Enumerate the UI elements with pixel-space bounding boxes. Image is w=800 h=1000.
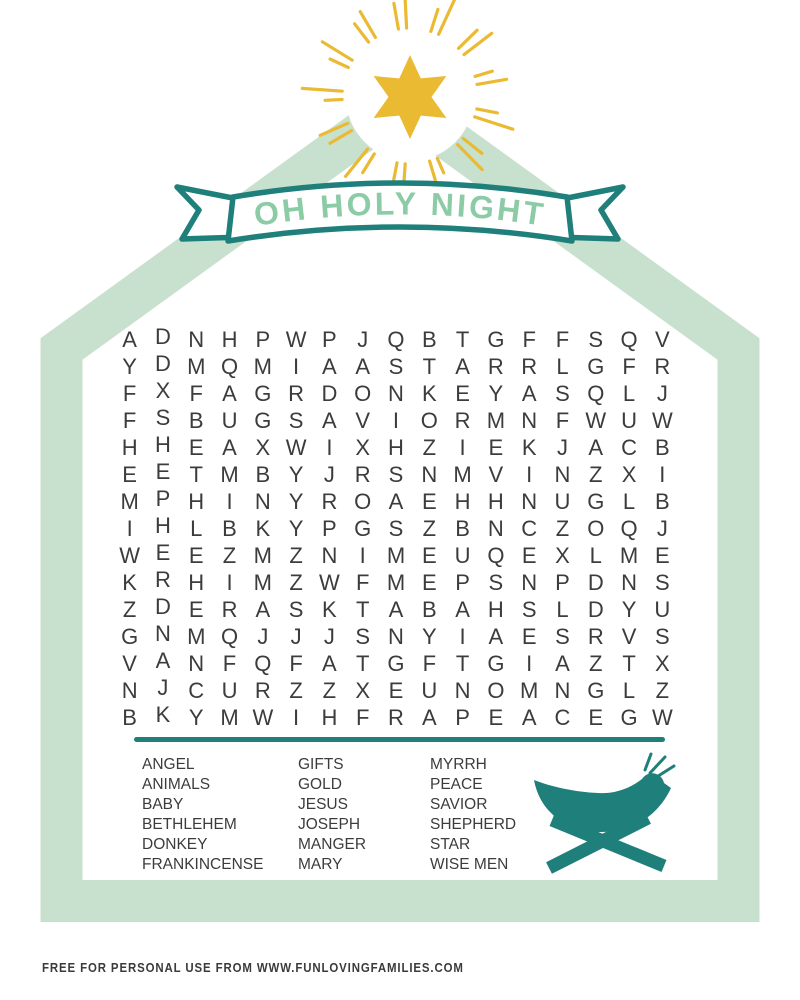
grid-letter: G: [254, 381, 272, 407]
grid-letter: Q: [254, 650, 272, 676]
grid-letter: N: [554, 462, 571, 488]
grid-letter: O: [587, 515, 605, 541]
grid-letter: Z: [422, 435, 437, 461]
grid-letter: M: [253, 354, 272, 380]
grid-letter: J: [257, 623, 269, 649]
word-item: SHEPHERD: [430, 815, 517, 833]
grid-letter: X: [621, 462, 637, 488]
grid-letter: F: [355, 569, 370, 595]
word-item: MANGER: [298, 835, 367, 853]
grid-letter: Z: [589, 650, 603, 676]
grid-letter: H: [188, 569, 205, 595]
grid-letter: M: [253, 542, 272, 568]
word-item: WISE MEN: [430, 855, 509, 873]
grid-letter: N: [554, 677, 571, 703]
grid-letter: N: [254, 489, 271, 515]
grid-letter: B: [188, 408, 204, 434]
grid-letter: S: [388, 354, 404, 380]
star-ray: [405, 0, 407, 28]
grid-letter: X: [355, 435, 371, 461]
grid-letter: C: [188, 677, 205, 703]
grid-letter: A: [421, 704, 437, 730]
word-item: STAR: [430, 835, 471, 853]
grid-letter: I: [126, 515, 133, 541]
grid-letter: Z: [122, 596, 137, 622]
word-item: MYRRH: [430, 756, 487, 773]
grid-letter: S: [355, 623, 371, 649]
grid-letter: F: [189, 381, 203, 407]
grid-letter: J: [157, 674, 169, 700]
grid-letter: Y: [488, 381, 504, 407]
grid-letter: T: [622, 650, 636, 676]
grid-letter: D: [321, 381, 338, 407]
grid-letter: X: [555, 542, 570, 568]
grid-letter: O: [487, 677, 505, 703]
grid-letter: V: [122, 650, 137, 676]
grid-letter: G: [354, 515, 372, 541]
star-ray: [302, 88, 342, 91]
grid-letter: Z: [589, 462, 603, 488]
grid-letter: H: [454, 489, 471, 515]
grid-letter: A: [455, 354, 470, 380]
grid-letter: K: [521, 435, 537, 461]
footer-credit: FREE FOR PERSONAL USE FROM WWW.FUNLOVINGFAMILIES.COM: [42, 960, 464, 975]
grid-letter: A: [222, 435, 237, 461]
grid-letter: H: [487, 596, 504, 622]
grid-letter: U: [621, 408, 637, 434]
grid-letter: B: [122, 704, 137, 730]
grid-letter: U: [221, 408, 238, 434]
grid-letter: N: [454, 677, 471, 703]
grid-letter: Y: [122, 354, 137, 380]
grid-letter: G: [487, 327, 505, 353]
grid-letter: R: [521, 354, 538, 380]
grid-letter: Q: [220, 354, 239, 380]
grid-letter: N: [521, 408, 538, 434]
grid-letter: P: [155, 486, 171, 512]
grid-letter: E: [488, 435, 504, 461]
grid-letter: Y: [188, 704, 204, 730]
grid-letter: X: [655, 650, 670, 676]
star-ray: [363, 154, 375, 173]
grid-letter: R: [154, 566, 171, 592]
grid-letter: F: [622, 354, 636, 380]
grid-letter: R: [654, 354, 671, 380]
grid-letter: G: [587, 489, 605, 515]
grid-letter: S: [488, 569, 504, 595]
word-item: BABY: [142, 795, 184, 813]
grid-letter: U: [421, 677, 438, 703]
grid-letter: I: [293, 704, 300, 730]
grid-letter: Q: [620, 515, 638, 541]
grid-letter: F: [122, 408, 137, 434]
grid-letter: B: [222, 515, 237, 541]
grid-letter: S: [655, 569, 670, 595]
grid-letter: M: [220, 704, 239, 730]
grid-letter: R: [587, 623, 604, 649]
grid-letter: X: [255, 435, 271, 461]
grid-letter: O: [420, 408, 438, 434]
grid-letter: A: [122, 327, 137, 353]
grid-letter: E: [521, 623, 537, 649]
grid-letter: R: [288, 381, 305, 407]
grid-letter: E: [122, 462, 137, 488]
grid-letter: F: [422, 650, 437, 676]
star-ray: [475, 117, 513, 129]
grid-letter: V: [655, 327, 670, 353]
grid-letter: J: [323, 462, 335, 488]
grid-letter: D: [587, 596, 604, 622]
word-item: GOLD: [298, 775, 342, 793]
grid-letter: D: [154, 593, 171, 619]
word-list-column-2: [298, 755, 366, 874]
grid-letter: Q: [387, 327, 405, 353]
star-ray: [330, 59, 348, 67]
grid-letter: I: [226, 489, 233, 515]
grid-letter: L: [190, 515, 203, 541]
grid-letter: B: [255, 462, 271, 488]
grid-letter: E: [188, 542, 204, 568]
grid-letter: E: [188, 596, 204, 622]
grid-letter: A: [222, 381, 237, 407]
grid-letter: I: [226, 569, 233, 595]
grid-letter: M: [386, 542, 406, 568]
grid-letter: E: [655, 542, 670, 568]
grid-letter: R: [487, 354, 504, 380]
grid-letter: N: [188, 327, 205, 353]
grid-letter: I: [459, 623, 466, 649]
grid-letter: G: [620, 704, 638, 730]
grid-letter: I: [526, 650, 533, 676]
grid-letter: N: [621, 569, 637, 595]
star-ray: [477, 109, 498, 113]
grid-letter: Y: [288, 462, 304, 488]
grid-letter: G: [587, 354, 605, 380]
grid-letter: U: [454, 542, 471, 568]
grid-letter: G: [387, 650, 405, 676]
grid-letter: U: [221, 677, 238, 703]
grid-letter: N: [487, 515, 504, 541]
grid-letter: I: [459, 435, 466, 461]
grid-letter: E: [421, 489, 437, 515]
grid-letter: I: [326, 435, 333, 461]
grid-letter: E: [155, 459, 171, 485]
grid-letter: N: [521, 489, 538, 515]
grid-letter: A: [555, 650, 570, 676]
grid-letter: U: [654, 596, 671, 622]
grid-letter: P: [322, 515, 337, 541]
grid-letter: P: [255, 327, 271, 353]
grid-letter: K: [122, 569, 137, 595]
grid-letter: B: [421, 596, 437, 622]
grid-letter: I: [293, 354, 300, 380]
grid-letter: I: [659, 462, 666, 488]
grid-letter: Z: [289, 542, 303, 568]
star-ray: [475, 71, 492, 76]
grid-letter: M: [187, 354, 206, 380]
grid-letter: I: [526, 462, 533, 488]
grid-letter: L: [556, 354, 569, 380]
grid-letter: V: [488, 462, 504, 488]
grid-letter: F: [122, 381, 137, 407]
grid-letter: L: [622, 381, 636, 407]
grid-letter: M: [486, 408, 506, 434]
grid-letter: R: [221, 596, 238, 622]
grid-letter: B: [421, 327, 437, 353]
grid-letter: B: [455, 515, 470, 541]
grid-letter: U: [554, 489, 571, 515]
grid-letter: S: [588, 327, 604, 353]
grid-letter: M: [220, 462, 239, 488]
grid-letter: J: [656, 381, 668, 407]
grid-letter: D: [154, 351, 171, 377]
word-item: BETHLEHEM: [142, 815, 237, 833]
grid-letter: X: [155, 378, 171, 404]
grid-letter: H: [221, 327, 238, 353]
word-item: FRANKINCENSE: [142, 855, 264, 873]
grid-letter: A: [521, 381, 537, 407]
grid-letter: Q: [487, 542, 505, 568]
grid-letter: J: [556, 435, 568, 461]
grid-letter: R: [388, 704, 404, 730]
grid-letter: C: [621, 435, 637, 461]
grid-letter: M: [619, 542, 639, 568]
grid-letter: Q: [587, 381, 605, 407]
grid-letter: M: [187, 623, 206, 649]
star-ray: [439, 0, 456, 34]
grid-letter: J: [323, 623, 335, 649]
grid-letter: Y: [288, 489, 304, 515]
grid-letter: R: [454, 408, 471, 434]
grid-letter: H: [154, 432, 171, 458]
grid-letter: W: [119, 542, 141, 568]
grid-letter: R: [254, 677, 271, 703]
grid-letter: Y: [288, 515, 304, 541]
grid-letter: K: [255, 515, 271, 541]
grid-letter: H: [121, 435, 138, 461]
grid-letter: E: [155, 539, 171, 565]
grid-letter: F: [355, 704, 370, 730]
star-ray: [477, 79, 507, 84]
grid-letter: W: [651, 704, 673, 730]
grid-letter: S: [388, 462, 404, 488]
grid-letter: V: [621, 623, 637, 649]
grid-letter: D: [587, 569, 604, 595]
grid-letter: Y: [421, 623, 437, 649]
grid-letter: G: [487, 650, 505, 676]
grid-letter: E: [388, 677, 404, 703]
grid-letter: D: [154, 324, 171, 350]
grid-letter: V: [355, 408, 371, 434]
grid-letter: S: [655, 623, 670, 649]
grid-letter: A: [322, 354, 337, 380]
grid-letter: H: [321, 704, 338, 730]
grid-letter: J: [290, 623, 302, 649]
grid-letter: M: [520, 677, 539, 703]
word-item: JESUS: [298, 795, 348, 813]
grid-letter: R: [354, 462, 371, 488]
word-list-column-3: [430, 755, 516, 874]
grid-letter: O: [354, 381, 372, 407]
word-list-column-1: [142, 755, 263, 874]
grid-letter: G: [587, 677, 605, 703]
grid-letter: W: [285, 327, 307, 353]
grid-letter: C: [521, 515, 538, 541]
grid-letter: A: [322, 650, 337, 676]
grid-letter: S: [288, 596, 304, 622]
word-item: ANIMALS: [142, 775, 211, 793]
grid-letter: E: [588, 704, 604, 730]
grid-letter: T: [455, 327, 470, 353]
grid-letter: S: [521, 596, 537, 622]
grid-letter: E: [521, 542, 537, 568]
grid-letter: W: [252, 704, 274, 730]
grid-letter: W: [585, 408, 607, 434]
grid-letter: A: [355, 354, 371, 380]
grid-letter: K: [421, 381, 437, 407]
word-item: ANGEL: [142, 756, 195, 773]
grid-letter: B: [655, 435, 670, 461]
word-item: GIFTS: [298, 756, 344, 773]
grid-letter: Z: [655, 677, 670, 703]
grid-letter: N: [421, 462, 438, 488]
grid-letter: Z: [222, 542, 237, 568]
word-search-grid: [113, 324, 679, 731]
grid-letter: F: [555, 327, 570, 353]
grid-letter: E: [421, 542, 437, 568]
grid-letter: M: [253, 569, 272, 595]
star-ray: [355, 24, 369, 42]
grid-letter: N: [188, 650, 205, 676]
grid-letter: A: [388, 489, 404, 515]
grid-letter: M: [453, 462, 472, 488]
grid-letter: A: [388, 596, 404, 622]
grid-letter: S: [288, 408, 304, 434]
grid-letter: M: [386, 569, 406, 595]
grid-letter: E: [421, 569, 437, 595]
grid-letter: I: [392, 408, 400, 434]
grid-letter: Z: [555, 515, 570, 541]
grid-letter: P: [555, 569, 570, 595]
grid-letter: B: [655, 489, 670, 515]
word-item: PEACE: [430, 775, 483, 793]
grid-letter: Z: [289, 569, 303, 595]
grid-letter: A: [322, 408, 337, 434]
grid-letter: L: [622, 489, 636, 515]
grid-letter: A: [521, 704, 537, 730]
grid-letter: Q: [620, 327, 638, 353]
grid-letter: F: [289, 650, 303, 676]
grid-letter: J: [357, 327, 369, 353]
grid-letter: Z: [422, 515, 437, 541]
grid-letter: T: [189, 462, 203, 488]
grid-letter: G: [121, 623, 139, 649]
grid-letter: T: [355, 650, 370, 676]
word-item: DONKEY: [142, 835, 208, 853]
grid-letter: S: [555, 623, 570, 649]
banner-title: OH HOLY NIGHT: [251, 185, 549, 233]
grid-letter: Q: [220, 623, 239, 649]
grid-letter: N: [388, 381, 404, 407]
grid-letter: N: [388, 623, 404, 649]
grid-letter: C: [554, 704, 571, 730]
grid-letter: K: [155, 701, 171, 727]
grid-letter: P: [455, 569, 470, 595]
word-item: MARY: [298, 855, 343, 873]
grid-letter: E: [488, 704, 504, 730]
star-ray: [464, 33, 492, 54]
manger-icon: [534, 754, 674, 868]
grid-letter: A: [255, 596, 271, 622]
grid-letter: N: [321, 542, 338, 568]
divider-rule: [134, 737, 665, 742]
grid-letter: F: [555, 408, 570, 434]
grid-letter: T: [455, 650, 470, 676]
grid-letter: L: [622, 677, 636, 703]
grid-letter: E: [455, 381, 470, 407]
grid-letter: A: [488, 623, 504, 649]
grid-letter: L: [589, 542, 602, 568]
grid-letter: P: [455, 704, 470, 730]
grid-letter: A: [155, 647, 171, 673]
grid-letter: O: [354, 489, 372, 515]
grid-letter: I: [359, 542, 366, 568]
grid-letter: W: [319, 569, 340, 595]
grid-letter: H: [154, 512, 171, 538]
grid-letter: X: [355, 677, 371, 703]
grid-letter: H: [487, 489, 504, 515]
grid-letter: E: [188, 435, 204, 461]
grid-letter: F: [522, 327, 536, 353]
grid-letter: W: [651, 408, 673, 434]
star-ray: [325, 100, 342, 101]
grid-letter: J: [656, 515, 668, 541]
grid-letter: P: [322, 327, 337, 353]
grid-letter: K: [322, 596, 337, 622]
grid-letter: R: [321, 489, 338, 515]
grid-letter: H: [188, 489, 205, 515]
grid-letter: W: [285, 435, 307, 461]
grid-letter: S: [388, 515, 404, 541]
word-item: JOSEPH: [298, 815, 361, 833]
grid-letter: T: [422, 354, 437, 380]
word-item: SAVIOR: [430, 795, 488, 813]
grid-letter: F: [222, 650, 237, 676]
grid-letter: Z: [289, 677, 303, 703]
grid-letter: A: [588, 435, 604, 461]
grid-letter: Z: [322, 677, 337, 703]
star-ray: [322, 42, 352, 60]
star-ray: [431, 9, 438, 31]
grid-letter: L: [556, 596, 569, 622]
grid-letter: G: [254, 408, 272, 434]
grid-letter: H: [388, 435, 404, 461]
grid-letter: N: [521, 569, 538, 595]
star-ray: [404, 164, 405, 183]
grid-letter: Y: [621, 596, 637, 622]
grid-letter: A: [455, 596, 470, 622]
grid-letter: N: [121, 677, 138, 703]
star-ray: [394, 3, 399, 29]
grid-letter: S: [555, 381, 570, 407]
grid-letter: M: [120, 489, 139, 515]
grid-letter: S: [155, 405, 171, 431]
grid-letter: N: [154, 620, 171, 646]
grid-letter: T: [355, 596, 370, 622]
